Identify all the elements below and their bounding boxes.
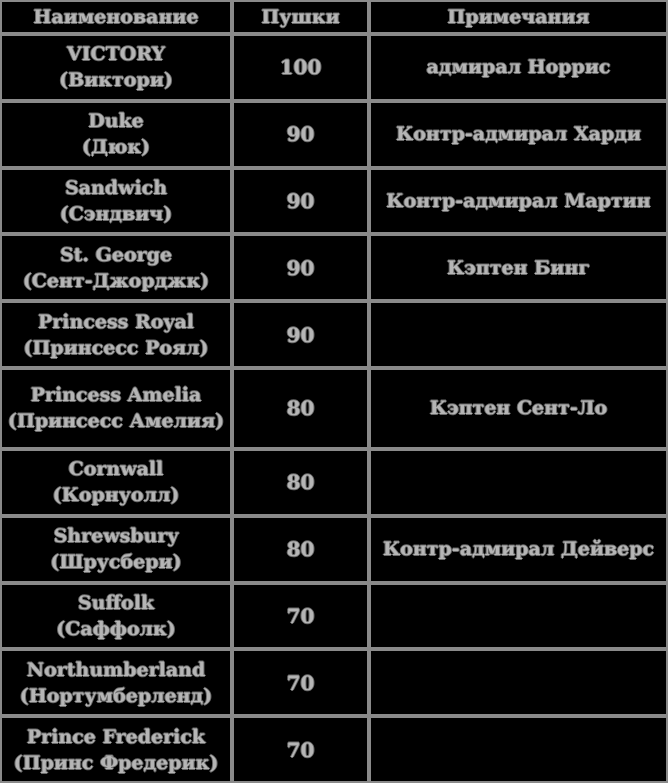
guns-cell: 80 [232, 449, 369, 516]
guns-cell: 90 [232, 234, 369, 301]
ship-name-en: Shrewsbury [53, 525, 179, 548]
ship-name-en: Princess Amelia [30, 384, 202, 407]
guns-cell: 100 [232, 34, 369, 101]
ship-name-en: VICTORY [66, 43, 166, 66]
notes-cell: Кэптен Бинг [369, 234, 668, 301]
ship-name-en: Prince Frederick [26, 725, 206, 748]
ship-name-en: Northumberland [26, 658, 206, 681]
ship-name-en: Duke [88, 110, 144, 133]
table-row [0, 516, 668, 583]
table-row [0, 301, 668, 368]
guns-cell: 70 [232, 716, 369, 783]
notes-cell: Кэптен Сент-Ло [369, 368, 668, 449]
table-row [0, 449, 668, 516]
ship-name-ru: (Саффолк) [56, 617, 176, 640]
guns-cell: 70 [232, 583, 369, 650]
table-row [0, 368, 668, 449]
guns-cell: 90 [232, 101, 369, 168]
ship-name-ru: (Принс Фредерик) [13, 751, 219, 774]
table-row [0, 101, 668, 168]
header-guns: Пушки [232, 0, 369, 34]
ship-name-ru: (Виктори) [59, 69, 173, 92]
notes-cell: адмирал Норрис [369, 34, 668, 101]
table-header-row [0, 0, 668, 34]
guns-cell: 90 [232, 168, 369, 235]
ship-name-ru: (Сент-Джорджк) [22, 269, 210, 292]
ship-name-ru: (Дюк) [81, 136, 151, 159]
notes-cell: Контр-адмирал Мартин [369, 168, 668, 235]
table-row [0, 234, 668, 301]
ship-name-cell [0, 649, 232, 716]
table-row [0, 34, 668, 101]
ship-name-ru: (Принсесс Амелия) [7, 410, 225, 433]
table-row [0, 583, 668, 650]
table-row [0, 716, 668, 783]
ship-name-cell [0, 34, 232, 101]
ship-name-ru: (Сэндвич) [59, 202, 173, 225]
ship-name-ru: (Корнуолл) [52, 484, 180, 507]
ship-name-en: St. George [59, 243, 173, 266]
ship-name-cell [0, 449, 232, 516]
ship-name-cell [0, 516, 232, 583]
guns-cell: 80 [232, 368, 369, 449]
notes-cell: Контр-адмирал Дейверс [369, 516, 668, 583]
guns-cell: 80 [232, 516, 369, 583]
notes-cell [369, 449, 668, 516]
guns-cell: 70 [232, 649, 369, 716]
notes-cell [369, 301, 668, 368]
ship-name-cell [0, 716, 232, 783]
ship-name-ru: (Принсесс Роял) [23, 336, 209, 359]
ship-name-en: Sandwich [64, 176, 168, 199]
notes-cell [369, 716, 668, 783]
notes-cell: Контр-адмирал Харди [369, 101, 668, 168]
ship-name-cell [0, 368, 232, 449]
ship-name-en: Cornwall [68, 458, 164, 481]
ship-name-en: Suffolk [77, 591, 155, 614]
ship-name-ru: (Шрусбери) [50, 551, 182, 574]
notes-cell [369, 649, 668, 716]
guns-cell: 90 [232, 301, 369, 368]
header-notes: Примечания [369, 0, 668, 34]
ship-name-cell [0, 583, 232, 650]
ship-name-cell [0, 101, 232, 168]
ship-name-cell [0, 234, 232, 301]
header-name: Наименование [0, 0, 232, 34]
table-row [0, 649, 668, 716]
ship-name-en: Princess Royal [37, 310, 195, 333]
ship-name-cell [0, 168, 232, 235]
ship-name-ru: (Нортумберленд) [19, 684, 213, 707]
ship-name-cell [0, 301, 232, 368]
table-row [0, 168, 668, 235]
notes-cell [369, 583, 668, 650]
